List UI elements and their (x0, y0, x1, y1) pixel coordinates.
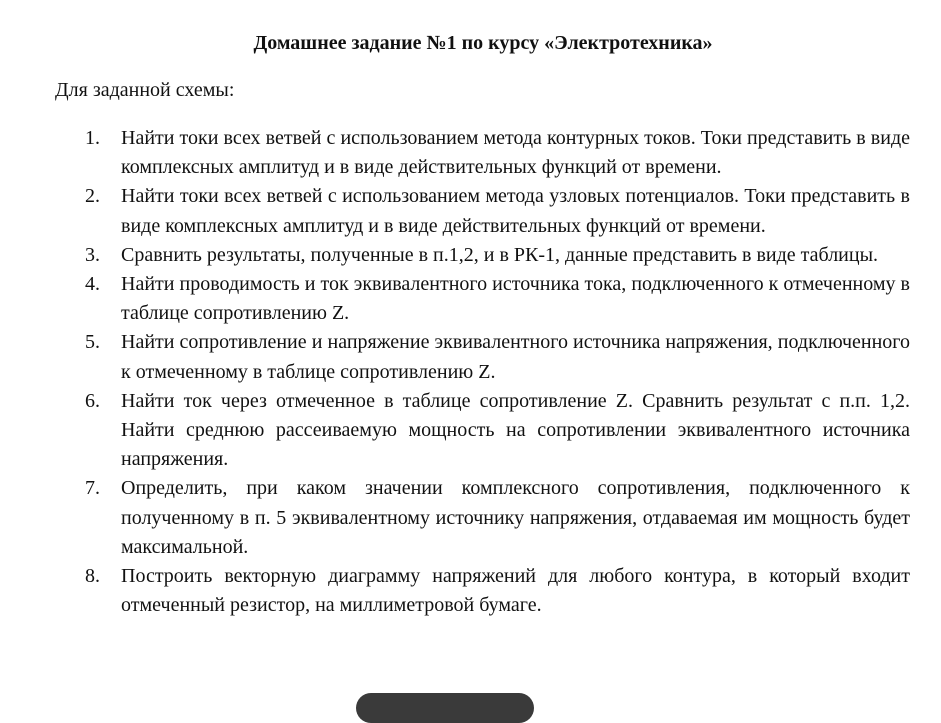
task-list (80, 124, 910, 620)
task-number: 4. (85, 273, 100, 296)
task-text: Найти токи всех ветвей с использованием метода контурных токов. Токи представить в виде комплексных амплитуд и в виде действительных функций от времени. (121, 127, 910, 179)
task-number: 1. (85, 127, 100, 149)
task-text: Найти ток через отмеченное в таблице сопротивление Z. Сравнить результат с п.п. 1,2. Найти среднюю рассеиваемую мощность на сопротивлении эквивалентного источника напряжения. (121, 389, 910, 471)
task-text: Найти сопротивление и напряжение эквивалентного источника напряжения, подключенного к отмеченному в таблице сопротивлению Z. (121, 331, 910, 383)
task-number: 2. (85, 185, 100, 208)
task-number: 7. (85, 477, 100, 500)
task-item-4 (80, 270, 910, 328)
task-text: Построить векторную диаграмму напряжений для любого контура, в который входит отмеченный резистор, на миллиметровой бумаге. (121, 565, 910, 617)
document-title: Домашнее задание №1 по курсу «Электротехника» (253, 32, 713, 54)
task-item-1 (80, 124, 910, 182)
task-number: 5. (85, 331, 100, 354)
task-item-7 (80, 474, 910, 562)
task-text: Сравнить результаты, полученные в п.1,2, и в РК-1, данные представить в виде таблицы. (121, 243, 879, 266)
task-text: Найти токи всех ветвей с использованием метода узловых потенциалов. Токи представить в виде комплексных амплитуд и в виде действительных функций от времени. (121, 185, 910, 237)
task-number: 8. (85, 565, 100, 588)
task-text: Определить, при каком значении комплексного сопротивления, подключенного к полученному в п. 5 эквивалентному источнику напряжения, отдаваемая им мощность будет максимальной. (121, 477, 910, 558)
scrollbar-thumb[interactable] (356, 693, 534, 723)
intro-text: Для заданной схемы: (55, 79, 235, 101)
task-item-3 (80, 241, 910, 270)
task-number: 3. (85, 243, 100, 266)
task-number: 6. (85, 389, 100, 412)
task-item-8 (80, 562, 910, 620)
task-item-6 (80, 387, 910, 475)
task-text: Найти проводимость и ток эквивалентного источника тока, подключенного к отмеченному в таблице сопротивлению Z. (121, 273, 910, 325)
task-item-2 (80, 182, 910, 240)
task-item-5 (80, 328, 910, 386)
